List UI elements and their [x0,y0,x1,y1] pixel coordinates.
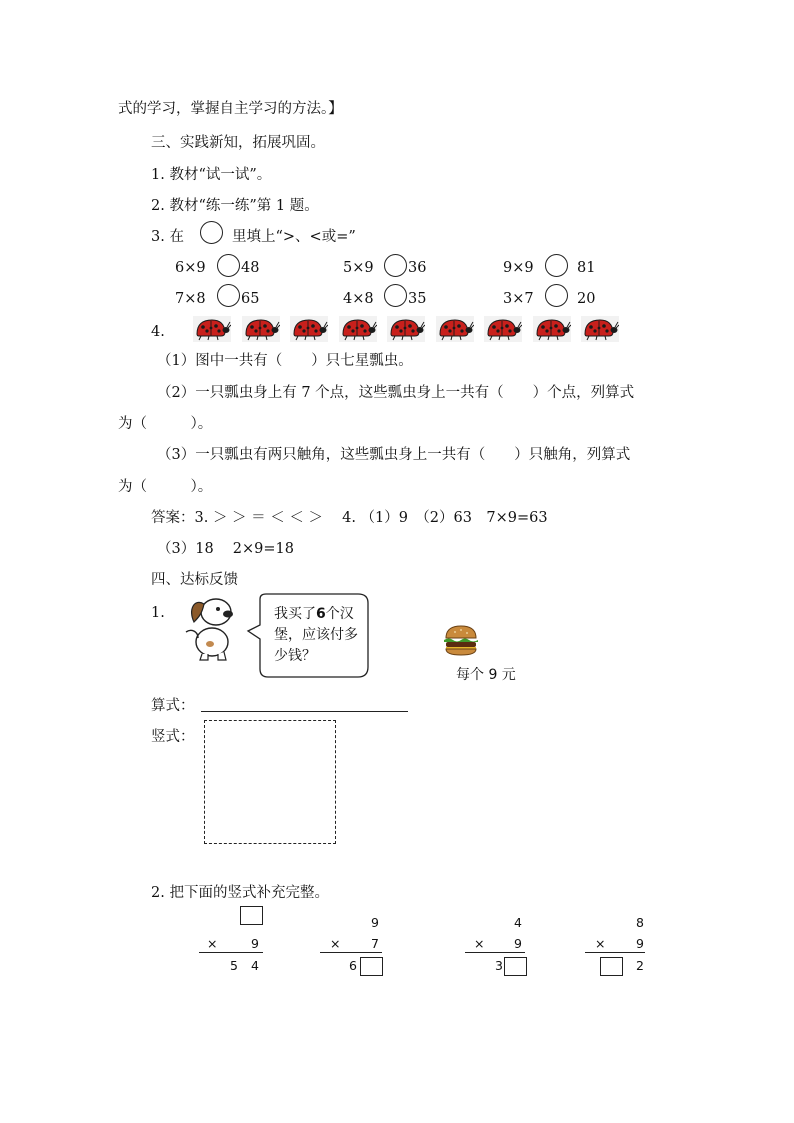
bubble-line1: 我买了6个汉 [274,606,354,622]
operator: × [474,936,485,951]
ladybug-icon [339,316,377,342]
blank-box[interactable] [360,957,383,976]
comparison-left: 5×9 [343,260,374,276]
ladybug-icon [533,316,571,342]
operator: × [207,936,218,951]
comparison-right: 35 [408,291,427,307]
result-digit: 6 [349,958,357,973]
blank-box[interactable] [600,957,623,976]
multiplier: 9 [251,936,259,951]
item2: 2. 教材“练一练”第 1 题。 [151,198,319,214]
ladybug-icon [387,316,425,342]
section4-title: 四、达标反馈 [151,572,238,588]
intro-tail: 式的学习，掌握自主学习的方法。】 [118,101,343,117]
comparison-left: 7×8 [175,291,206,307]
comparison-right: 81 [577,260,596,276]
comparison-left: 3×7 [503,291,534,307]
ladybug-icon [581,316,619,342]
comparison-right: 48 [241,260,260,276]
question-2-line1: （2）一只瓢虫身上有 7 个点，这些瓢虫身上一共有（ ）个点，列算式 [157,385,635,401]
comparison-right: 36 [408,260,427,276]
answer-line2: （3）18 2×9=18 [157,541,294,557]
question-1: （1）图中一共有（ ）只七星瓢虫。 [157,353,413,369]
result-digit: 2 [636,958,644,973]
multiplier: 9 [514,936,522,951]
comparison-left: 6×9 [175,260,206,276]
blank-box[interactable] [504,957,527,976]
answer-line1: 答案：3. ＞ ＞ ＝ ＜ ＜ ＞ 4. （1）9 （2）63 7×9=63 [151,510,548,526]
item3-suffix: 里填上“>、<或=” [232,229,356,245]
formula-label: 算式： [151,698,195,714]
multiplicand: 8 [636,915,644,930]
multiplicand: 4 [514,915,522,930]
item3-prefix: 3. 在 [151,229,184,245]
question-2-line2: 为（ ）。 [118,416,213,432]
multiplier: 7 [371,936,379,951]
item2-title: 2. 把下面的竖式补充完整。 [151,885,329,901]
ladybug-icon [290,316,328,342]
comparison-left: 4×8 [343,291,374,307]
ladybug-icon [436,316,474,342]
multiplicand: 9 [371,915,379,930]
vertical-work-area[interactable] [204,720,336,844]
result-digit: 3 [495,958,503,973]
sum-line [199,952,263,953]
blank-box[interactable] [240,906,263,925]
comparison-right: 20 [577,291,596,307]
comparison-circle[interactable] [545,254,568,277]
vertical-label: 竖式： [151,729,195,745]
dog-icon [182,592,244,662]
formula-answer-line[interactable] [201,711,408,712]
comparison-right: 65 [241,291,260,307]
sum-line [465,952,525,953]
hamburger-icon [443,624,479,656]
section3-title: 三、实践新知，拓展巩固。 [151,135,325,151]
ladybug-icon [242,316,280,342]
price-label: 每个 9 元 [456,667,516,683]
sum-line [320,952,382,953]
result-digit: 5 [230,958,238,973]
result-digit: 4 [251,958,259,973]
bubble-line2: 堡，应该付多 [274,627,358,643]
ladybug-icon [484,316,522,342]
comparison-left: 9×9 [503,260,534,276]
item1: 1. 教材“试一试”。 [151,167,272,183]
comparison-circle[interactable] [217,254,240,277]
item1-label: 1. [151,605,165,621]
question-3-line1: （3）一只瓢虫有两只触角，这些瓢虫身上一共有（ ）只触角，列算式 [157,447,631,463]
operator: × [595,936,606,951]
item4-label: 4. [151,324,165,340]
question-3-line2: 为（ ）。 [118,479,213,495]
bubble-line3: 少钱？ [274,648,316,664]
comparison-circle[interactable] [384,254,407,277]
comparison-circle[interactable] [545,284,568,307]
circle-blank-icon [200,221,223,244]
comparison-circle[interactable] [384,284,407,307]
multiplier: 9 [636,936,644,951]
sum-line [585,952,645,953]
comparison-circle[interactable] [217,284,240,307]
ladybug-icon [193,316,231,342]
operator: × [330,936,341,951]
